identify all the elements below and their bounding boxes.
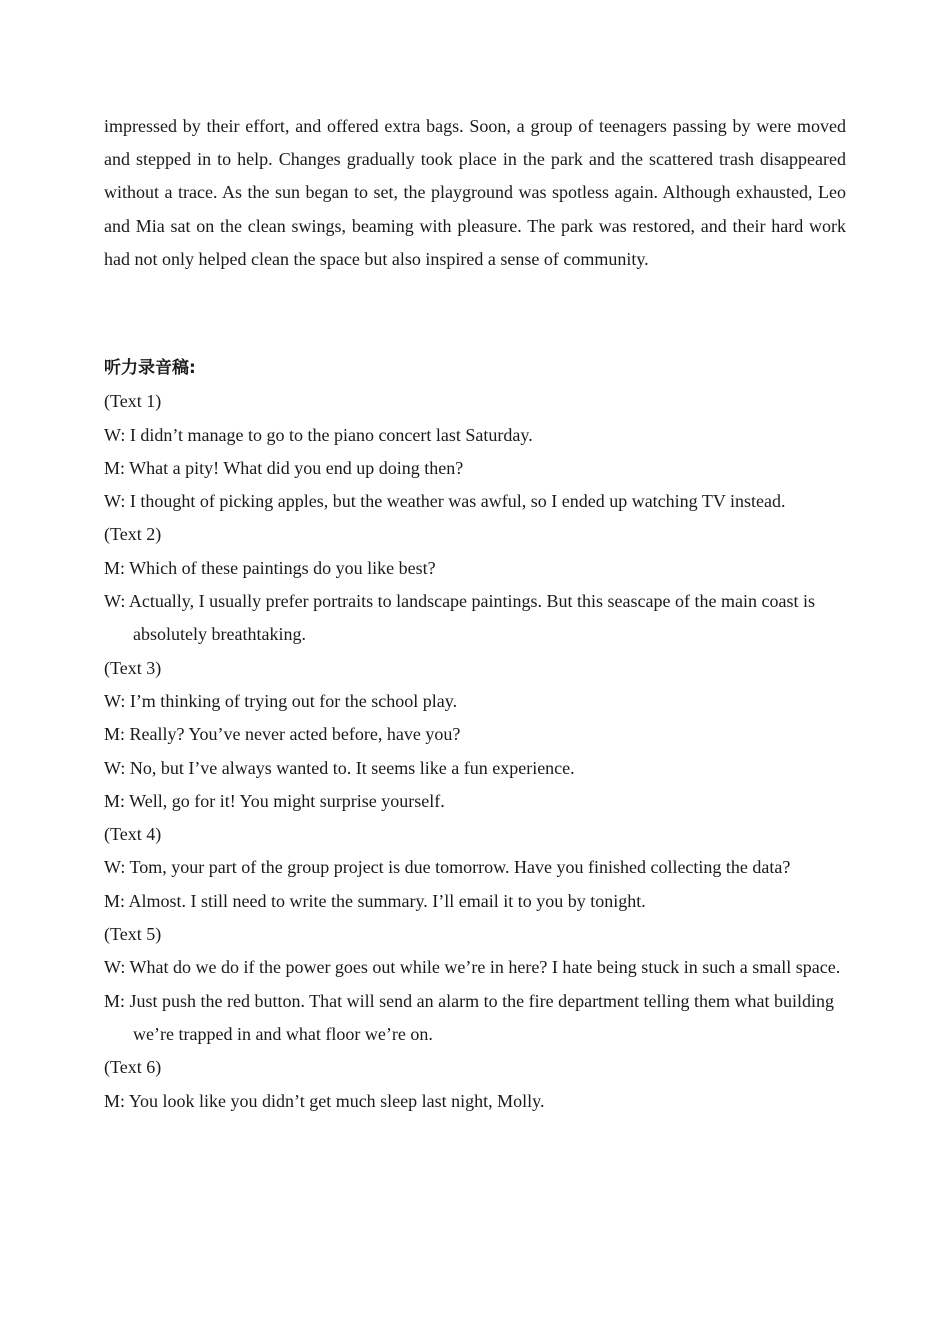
dialogue-line: M: You look like you didn’t get much sleep last night, Molly. <box>104 1090 545 1111</box>
dialogue-line: M: Which of these paintings do you like best? <box>104 557 436 578</box>
text-2-block <box>104 518 864 651</box>
transcript-title: 听力录音稿: <box>104 358 196 378</box>
story-paragraph: impressed by their effort, and offered extra bags. Soon, a group of teenagers passing by were moved and stepped in to help. Changes gradually took place in the park and the scattered trash disappeared without a trace. As the sun began to set, the playground was spotless again. Although exhausted, Leo and Mia sat on the clean swings, beaming with pleasure. The park was restored, and their hard work had not only helped clean the space but also inspired a sense of community. <box>104 116 846 269</box>
dialogue-line: M: What a pity! What did you end up doing then? <box>104 457 464 478</box>
text-4-block <box>104 818 864 918</box>
text-marker: (Text 3) <box>104 657 162 678</box>
dialogue-line: M: Just push the red button. That will send an alarm to the fire department telling them what building we’re trapped in and what floor we’re on. <box>104 990 835 1044</box>
dialogue-line: W: I’m thinking of trying out for the school play. <box>104 690 458 711</box>
dialogue-line: W: I didn’t manage to go to the piano concert last Saturday. <box>104 424 533 445</box>
dialogue-line: W: I thought of picking apples, but the weather was awful, so I ended up watching TV instead. <box>104 491 786 512</box>
dialogue-line: M: Really? You’ve never acted before, have you? <box>104 724 461 745</box>
text-6-block <box>104 1051 864 1118</box>
text-marker: (Text 4) <box>104 824 162 845</box>
text-5-block <box>104 918 864 1051</box>
dialogue-line: M: Well, go for it! You might surprise yourself. <box>104 790 445 811</box>
dialogue-line: W: What do we do if the power goes out while we’re in here? I hate being stuck in such a small space. <box>104 957 841 978</box>
dialogue-line: M: Almost. I still need to write the summary. I’ll email it to you by tonight. <box>104 890 646 911</box>
text-marker: (Text 2) <box>104 524 162 545</box>
dialogue-line: W: Tom, your part of the group project is due tomorrow. Have you finished collecting the data? <box>104 857 791 878</box>
text-1-block <box>104 385 864 518</box>
dialogue-line: W: No, but I’ve always wanted to. It seems like a fun experience. <box>104 757 575 778</box>
text-3-block <box>104 652 864 818</box>
dialogue-line: W: Actually, I usually prefer portraits to landscape paintings. But this seascape of the main coast is absolutely breathtaking. <box>104 591 815 645</box>
text-marker: (Text 5) <box>104 924 162 945</box>
text-marker: (Text 1) <box>104 391 162 412</box>
text-marker: (Text 6) <box>104 1057 162 1078</box>
listening-transcript <box>104 352 864 1118</box>
